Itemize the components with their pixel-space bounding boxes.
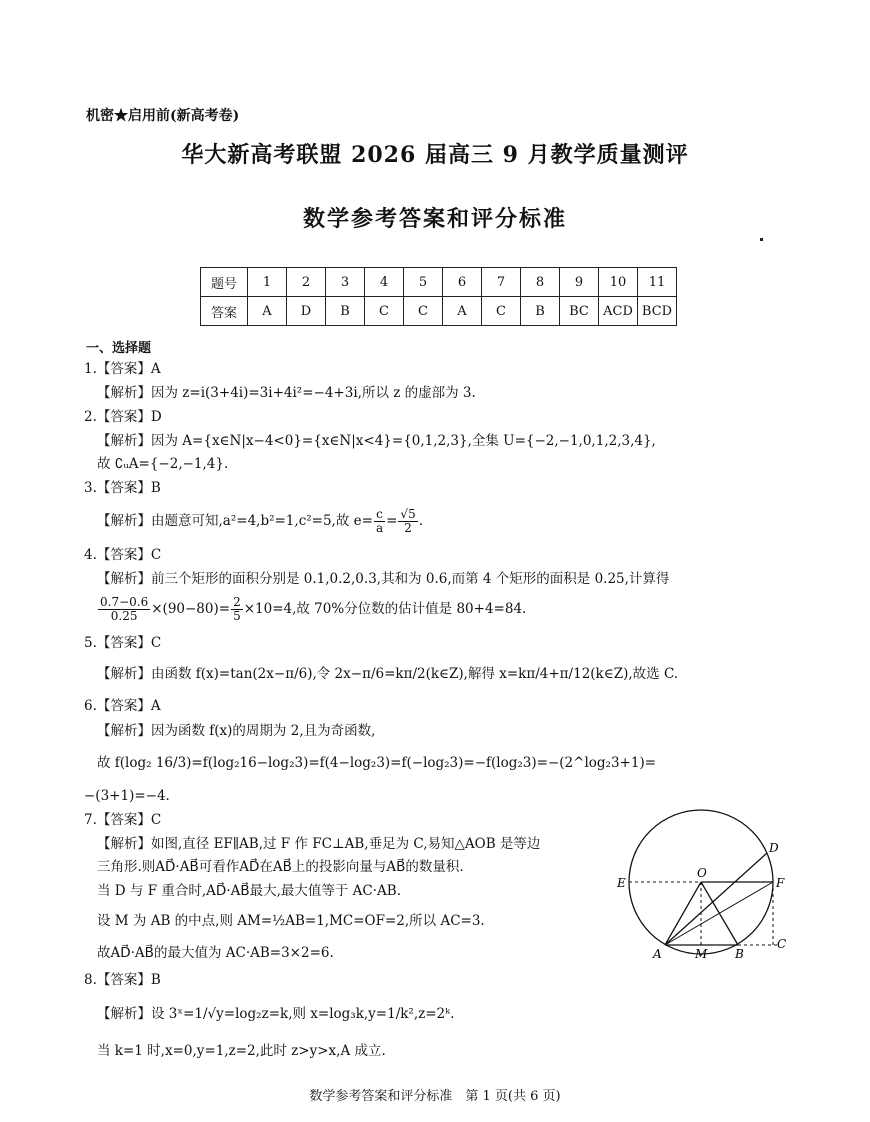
- q7-explanation-3: 当 D 与 F 重合时,AD⃗·AB⃗最大,最大值等于 AC·AB.: [97, 883, 402, 899]
- table-cell-answer: A: [443, 297, 482, 326]
- table-cell-answer: BCD: [638, 297, 677, 326]
- scan-mark: [760, 238, 763, 241]
- q2-explanation-1: 【解析】因为 A={x∈N|x−4<0}={x∈N|x<4}={0,1,2,3},全集 U={−2,−1,0,1,2,3,4},: [97, 433, 656, 449]
- label-A: A: [653, 947, 662, 961]
- q4-explanation-2: [97, 596, 526, 623]
- geometry-figure: [605, 805, 800, 970]
- label-E: E: [617, 876, 626, 890]
- equals-sign: =: [386, 513, 398, 529]
- q2-explanation-2: 故 ∁ᵤA={−2,−1,4}.: [97, 456, 229, 472]
- label-F: F: [776, 876, 785, 890]
- table-cell-number: 11: [638, 268, 677, 297]
- q1-answer: 1.【答案】A: [84, 361, 161, 377]
- q7-answer: 7.【答案】C: [84, 812, 162, 828]
- label-M: M: [695, 947, 708, 961]
- table-cell-answer: B: [521, 297, 560, 326]
- confidential-label: 机密★启用前(新高考卷): [86, 108, 240, 124]
- q2-answer: 2.【答案】D: [84, 409, 162, 425]
- q4-mid: ×(90−80)=: [151, 601, 231, 617]
- table-cell-answer: C: [404, 297, 443, 326]
- table-cell-number: 7: [482, 268, 521, 297]
- table-cell-answer: C: [365, 297, 404, 326]
- table-cell-number: 5: [404, 268, 443, 297]
- table-cell-number: 1: [248, 268, 287, 297]
- q3-explanation: [97, 508, 423, 535]
- period: .: [418, 513, 423, 529]
- fraction-denominator: a: [375, 521, 384, 535]
- q4-tail: ×10=4,故 70%分位数的估计值是 80+4=84.: [243, 601, 527, 617]
- table-cell-answer: A: [248, 297, 287, 326]
- label-D: D: [769, 841, 779, 855]
- answer-table: [200, 267, 677, 326]
- q8-explanation-1: 【解析】设 3ˣ=1/√y=log₂z=k,则 x=log₃k,y=1/k²,z=2ᵏ.: [97, 1006, 455, 1022]
- fraction-denominator: 2: [404, 521, 412, 535]
- q4-explanation-1: 【解析】前三个矩形的面积分别是 0.1,0.2,0.3,其和为 0.6,而第 4 个矩形的面积是 0.25,计算得: [97, 571, 670, 587]
- page-subtitle: 数学参考答案和评分标准: [302, 206, 567, 232]
- label-C: C: [777, 937, 787, 951]
- label-B: B: [735, 947, 744, 961]
- table-cell-number: 4: [365, 268, 404, 297]
- q7-explanation-2: 三角形.则AD⃗·AB⃗可看作AD⃗在AB⃗上的投影向量与AB⃗的数量积.: [97, 859, 464, 875]
- table-cell-number: 2: [287, 268, 326, 297]
- fraction: [374, 508, 385, 535]
- q5-answer: 5.【答案】C: [84, 635, 162, 651]
- table-cell-answer: BC: [560, 297, 599, 326]
- fraction: [231, 596, 243, 623]
- q5-explanation: 【解析】由函数 f(x)=tan(2x−π/6),令 2x−π/6=kπ/2(k∈Z),解得 x=kπ/4+π/12(k∈Z),故选 C.: [97, 666, 679, 682]
- table-cell-number: 9: [560, 268, 599, 297]
- table-cell-answer: D: [287, 297, 326, 326]
- table-cell-number: 3: [326, 268, 365, 297]
- fraction-denominator: 0.25: [110, 609, 138, 623]
- table-cell-number: 10: [599, 268, 638, 297]
- label-O: O: [697, 866, 707, 880]
- q6-explanation-1: 【解析】因为函数 f(x)的周期为 2,且为奇函数,: [97, 723, 376, 739]
- q4-answer: 4.【答案】C: [84, 547, 162, 563]
- table-cell-answer: B: [326, 297, 365, 326]
- fraction-denominator: 5: [233, 609, 241, 623]
- table-header-number: 题号: [201, 268, 248, 297]
- fraction-numerator: 2: [233, 595, 241, 609]
- fraction-numerator: 0.7−0.6: [100, 595, 149, 609]
- answer-table-number-row: [201, 268, 677, 297]
- q8-answer: 8.【答案】B: [84, 972, 161, 988]
- q1-explanation: 【解析】因为 z=i(3+4i)=3i+4i²=−4+3i,所以 z 的虚部为 3.: [97, 385, 476, 401]
- page-footer: 数学参考答案和评分标准 第 1 页(共 6 页): [309, 1089, 561, 1104]
- fraction-numerator: c: [374, 508, 385, 522]
- q7-explanation-5: 故AD⃗·AB⃗的最大值为 AC·AB=3×2=6.: [97, 945, 334, 961]
- q3-answer: 3.【答案】B: [84, 480, 161, 496]
- q7-explanation-1: 【解析】如图,直径 EF∥AB,过 F 作 FC⊥AB,垂足为 C,易知△AOB 是等边: [97, 836, 541, 852]
- q6-explanation-2: 故 f(log₂ 16/3)=f(log₂16−log₂3)=f(4−log₂3)=f(−log₂3)=−f(log₂3)=−(2^log₂3+1)=: [97, 755, 657, 771]
- table-cell-number: 8: [521, 268, 560, 297]
- q8-explanation-2: 当 k=1 时,x=0,y=1,z=2,此时 z>y>x,A 成立.: [97, 1043, 386, 1059]
- table-cell-number: 6: [443, 268, 482, 297]
- table-cell-answer: ACD: [599, 297, 638, 326]
- table-cell-answer: C: [482, 297, 521, 326]
- table-header-answer: 答案: [201, 297, 248, 326]
- q6-explanation-3: −(3+1)=−4.: [84, 788, 170, 804]
- fraction: [98, 596, 150, 623]
- q7-explanation-4: 设 M 为 AB 的中点,则 AM=½AB=1,MC=OF=2,所以 AC=3.: [97, 913, 485, 929]
- q6-answer: 6.【答案】A: [84, 698, 161, 714]
- page-title: 华大新高考联盟 2026 届高三 9 月教学质量测评: [181, 142, 689, 168]
- fraction: [398, 508, 417, 535]
- section-title: 一、选择题: [86, 341, 152, 356]
- fraction-numerator: √5: [400, 507, 416, 521]
- answer-table-answer-row: [201, 297, 677, 326]
- q3-text: 【解析】由题意可知,a²=4,b²=1,c²=5,故 e=: [97, 513, 373, 529]
